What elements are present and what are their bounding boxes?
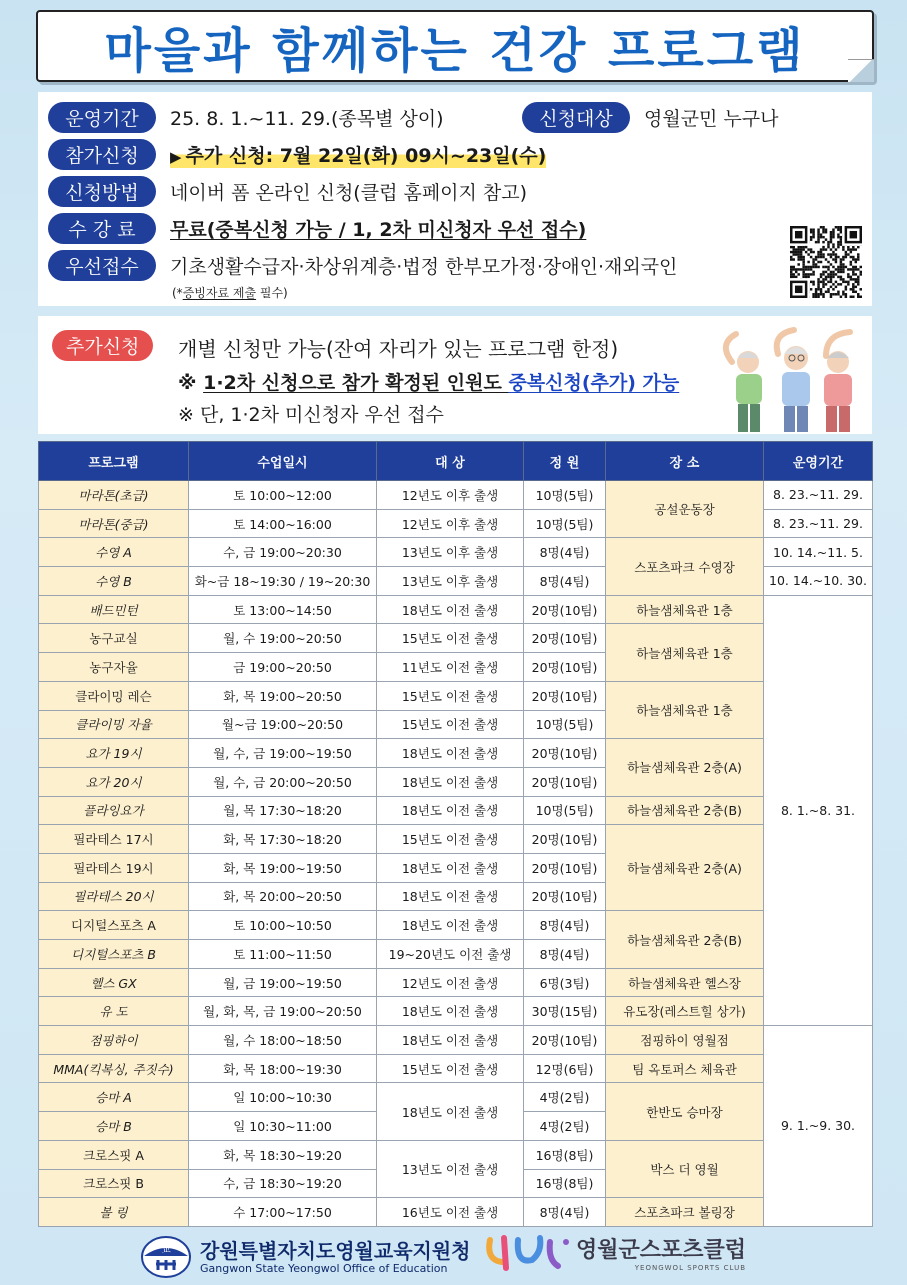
location-cell: 박스 더 영월 [606,1140,764,1197]
target-cell: 15년도 이전 출생 [377,825,524,854]
table-row [39,624,873,653]
method-row [48,176,527,207]
fee-row [48,213,586,244]
time-cell: 월, 수 18:00~18:50 [189,1026,377,1055]
location-cell: 하늘샘체육관 1층 [606,624,764,681]
table-row [39,538,873,567]
header-target: 대 상 [377,442,524,481]
program-cell: 필라테스 19시 [39,853,189,882]
sports-club-logo-icon [484,1232,576,1278]
program-cell: 클라이밍 자율 [39,710,189,739]
program-cell: 마라톤(중급) [39,509,189,538]
target-cell: 15년도 이전 출생 [377,1054,524,1083]
capacity-cell: 20명(10팀) [524,653,606,682]
time-cell: 화, 목 20:00~20:50 [189,882,377,911]
target-cell: 18년도 이전 출생 [377,739,524,768]
note-underline: 증빙자료 제출 [182,286,257,300]
capacity-cell: 20명(10팀) [524,825,606,854]
target-label: 신청대상 [522,102,630,133]
program-cell: 클라이밍 레슨 [39,681,189,710]
period-value: 25. 8. 1.~11. 29.(종목별 상이) [170,108,444,130]
program-cell: 디지털스포츠 B [39,940,189,969]
location-cell: 하늘샘체육관 2층(A) [606,825,764,911]
priority-label: 우선접수 [48,250,156,281]
capacity-cell: 20명(10팀) [524,1026,606,1055]
header-location: 장 소 [606,442,764,481]
location-cell: 하늘샘체육관 1층 [606,595,764,624]
location-cell: 하늘샘체육관 헬스장 [606,968,764,997]
table-row [39,1054,873,1083]
capacity-cell: 16명(8팀) [524,1140,606,1169]
education-office-logo-icon [140,1234,192,1280]
program-cell: 마라톤(초급) [39,481,189,510]
org2-text [576,1238,746,1272]
program-cell: MMA(킥복싱, 주짓수) [39,1054,189,1083]
method-label: 신청방법 [48,176,156,207]
capacity-cell: 10명(5팀) [524,796,606,825]
target-cell: 12년도 이전 출생 [377,968,524,997]
target-cell: 13년도 이후 출생 [377,538,524,567]
time-cell: 화~금 18~19:30 / 19~20:30 [189,567,377,596]
qr-code-icon[interactable] [790,226,862,298]
note-suffix: 필수) [256,286,288,300]
time-cell: 일 10:30~11:00 [189,1112,377,1141]
org2-name: 영월군스포츠클럽 [576,1238,747,1263]
program-cell: 디지털스포츠 A [39,911,189,940]
capacity-cell: 8명(4팀) [524,567,606,596]
time-cell: 월, 화, 목, 금 19:00~20:50 [189,997,377,1026]
capacity-cell: 16명(8팀) [524,1169,606,1198]
extra-line3: ※ 단, 1·2차 미신청자 우선 접수 [178,404,444,426]
org2-brand [484,1232,746,1278]
target-cell: 12년도 이후 출생 [377,481,524,510]
period-cell: 10. 14.~11. 5. [764,538,873,567]
target-cell: 15년도 이전 출생 [377,710,524,739]
program-cell: 승마 B [39,1112,189,1141]
capacity-cell: 10명(5팀) [524,481,606,510]
apply-label: 참가신청 [48,139,156,170]
table-row [39,1140,873,1169]
time-cell: 화, 목 19:00~20:50 [189,681,377,710]
period-row [48,102,444,133]
program-cell: 헬스 GX [39,968,189,997]
org1-name: 강원특별자치도영월교육지원청 [200,1238,471,1263]
table-row [39,911,873,940]
program-cell: 유 도 [39,997,189,1026]
target-value: 영월군민 누구나 [644,108,779,130]
program-cell: 요가 19시 [39,739,189,768]
program-cell: 볼 링 [39,1198,189,1227]
header-program: 프로그램 [39,442,189,481]
program-cell: 배드민턴 [39,595,189,624]
table-row [39,825,873,854]
time-cell: 월~금 19:00~20:50 [189,710,377,739]
header-capacity: 정 원 [524,442,606,481]
target-cell: 18년도 이전 출생 [377,767,524,796]
capacity-cell: 12명(6팀) [524,1054,606,1083]
capacity-cell: 20명(10팀) [524,739,606,768]
capacity-cell: 10명(5팀) [524,710,606,739]
org1-text [200,1240,470,1275]
location-cell: 스포츠파크 수영장 [606,538,764,595]
capacity-cell: 20명(10팀) [524,767,606,796]
target-cell: 18년도 이전 출생 [377,997,524,1026]
org1-brand [140,1234,470,1280]
table-row [39,997,873,1026]
capacity-cell: 20명(10팀) [524,882,606,911]
period-cell: 9. 1.~9. 30. [764,1026,873,1227]
target-cell: 19~20년도 이전 출생 [377,940,524,969]
location-cell: 팀 옥토퍼스 체육관 [606,1054,764,1083]
location-cell: 스포츠파크 볼링장 [606,1198,764,1227]
time-cell: 금 19:00~20:50 [189,653,377,682]
period-cell: 8. 1.~8. 31. [764,595,873,1025]
capacity-cell: 30명(15팀) [524,997,606,1026]
target-cell: 18년도 이전 출생 [377,595,524,624]
location-cell: 점핑하이 영월점 [606,1026,764,1055]
table-body [39,481,873,1227]
period-cell: 10. 14.~10. 30. [764,567,873,596]
table-row [39,1198,873,1227]
arrow-icon: ▶ [170,148,182,166]
program-table [38,441,873,1227]
table-row [39,796,873,825]
capacity-cell: 4명(2팀) [524,1112,606,1141]
time-cell: 화, 목 18:30~19:20 [189,1140,377,1169]
location-cell: 공설운동장 [606,481,764,538]
org1-en: Gangwon State Yeongwol Office of Education [200,1261,448,1275]
table-row [39,968,873,997]
time-cell: 화, 목 18:00~19:30 [189,1054,377,1083]
table-row [39,595,873,624]
time-cell: 일 10:00~10:30 [189,1083,377,1112]
extra-line2 [178,368,679,395]
program-cell: 승마 A [39,1083,189,1112]
capacity-cell: 20명(10팀) [524,681,606,710]
fee-label: 수 강 료 [48,213,156,244]
location-cell: 한반도 승마장 [606,1083,764,1140]
table-row [39,1026,873,1055]
fee-value: 무료(중복신청 가능 / 1, 2차 미신청자 우선 접수) [170,219,587,241]
time-cell: 토 11:00~11:50 [189,940,377,969]
time-cell: 월, 금 19:00~19:50 [189,968,377,997]
target-cell: 12년도 이후 출생 [377,509,524,538]
time-cell: 수 17:00~17:50 [189,1198,377,1227]
method-value: 네이버 폼 온라인 신청(클럽 홈페이지 참고) [170,182,528,204]
capacity-cell: 8명(4팀) [524,940,606,969]
time-cell: 월, 수, 금 20:00~20:50 [189,767,377,796]
priority-value: 기초생활수급자·차상위계층·법정 한부모가정·장애인·재외국인 [170,256,678,278]
time-cell: 월, 목 17:30~18:20 [189,796,377,825]
program-cell: 수영 A [39,538,189,567]
time-cell: 토 13:00~14:50 [189,595,377,624]
table-row [39,739,873,768]
time-cell: 월, 수 19:00~20:50 [189,624,377,653]
target-cell: 13년도 이후 출생 [377,567,524,596]
capacity-cell: 8명(4팀) [524,911,606,940]
extra-line2-prefix: ※ [178,372,204,394]
period-cell: 8. 23.~11. 29. [764,509,873,538]
target-cell: 18년도 이전 출생 [377,882,524,911]
evidence-note [172,284,288,301]
page-title: 마을과 함께하는 건강 프로그램 [104,22,806,79]
extra-application-panel [38,316,872,434]
program-cell: 농구자율 [39,653,189,682]
location-cell: 하늘샘체육관 2층(B) [606,911,764,968]
time-cell: 수, 금 19:00~20:30 [189,538,377,567]
program-cell: 필라테스 17시 [39,825,189,854]
note-prefix: (* [172,286,183,300]
capacity-cell: 20명(10팀) [524,595,606,624]
period-label: 운영기간 [48,102,156,133]
target-cell: 18년도 이전 출생 [377,911,524,940]
time-cell: 토 10:00~12:00 [189,481,377,510]
target-cell: 15년도 이전 출생 [377,624,524,653]
extra-label: 추가신청 [52,330,153,361]
target-cell: 15년도 이전 출생 [377,681,524,710]
table-row [39,681,873,710]
location-cell: 하늘샘체육관 2층(A) [606,739,764,796]
program-cell: 점핑하이 [39,1026,189,1055]
title-banner [36,10,874,82]
target-cell: 18년도 이전 출생 [377,853,524,882]
program-cell: 수영 B [39,567,189,596]
capacity-cell: 20명(10팀) [524,624,606,653]
period-cell: 8. 23.~11. 29. [764,481,873,510]
program-cell: 필라테스 20시 [39,882,189,911]
header-period: 운영기간 [764,442,873,481]
extra-line1: 개별 신청만 가능(잔여 자리가 있는 프로그램 한정) [178,337,619,361]
target-cell: 18년도 이전 출생 [377,1083,524,1140]
location-cell: 유도장(레스트힐 상가) [606,997,764,1026]
target-cell: 16년도 이전 출생 [377,1198,524,1227]
program-cell: 농구교실 [39,624,189,653]
logo-glyph: 교 [161,1245,171,1256]
target-cell: 18년도 이전 출생 [377,796,524,825]
program-cell: 크로스핏 A [39,1140,189,1169]
priority-row [48,250,677,281]
stretching-people-illustration [714,322,864,434]
footer [0,1226,907,1285]
apply-value: 추가 신청: 7월 22일(화) 09시~23일(수) [185,145,547,167]
capacity-cell: 20명(10팀) [524,853,606,882]
table-header-row [39,442,873,481]
capacity-cell: 10명(5팀) [524,509,606,538]
info-panel [38,92,872,306]
extra-line2-link: 중복신청(추가) 가능 [508,372,680,394]
capacity-cell: 8명(4팀) [524,538,606,567]
program-cell: 요가 20시 [39,767,189,796]
apply-row [48,139,546,170]
target-cell: 13년도 이전 출생 [377,1140,524,1197]
capacity-cell: 8명(4팀) [524,1198,606,1227]
time-cell: 화, 목 19:00~19:50 [189,853,377,882]
location-cell: 하늘샘체육관 2층(B) [606,796,764,825]
time-cell: 토 14:00~16:00 [189,509,377,538]
table-row [39,481,873,510]
location-cell: 하늘샘체육관 1층 [606,681,764,738]
program-cell: 크로스핏 B [39,1169,189,1198]
capacity-cell: 4명(2팀) [524,1083,606,1112]
target-cell: 11년도 이전 출생 [377,653,524,682]
header-time: 수업일시 [189,442,377,481]
time-cell: 월, 수, 금 19:00~19:50 [189,739,377,768]
time-cell: 화, 목 17:30~18:20 [189,825,377,854]
table-row [39,1083,873,1112]
time-cell: 수, 금 18:30~19:20 [189,1169,377,1198]
apply-value-wrap [170,141,546,168]
program-cell: 플라잉요가 [39,796,189,825]
capacity-cell: 6명(3팀) [524,968,606,997]
org2-en: YEONGWOL SPORTS CLUB [634,1264,747,1272]
target-row [522,102,779,133]
page-curl-decoration [848,59,874,82]
time-cell: 토 10:00~10:50 [189,911,377,940]
extra-line2-bold: 1·2차 신청으로 참가 확정된 인원도 [203,372,509,394]
target-cell: 18년도 이전 출생 [377,1026,524,1055]
